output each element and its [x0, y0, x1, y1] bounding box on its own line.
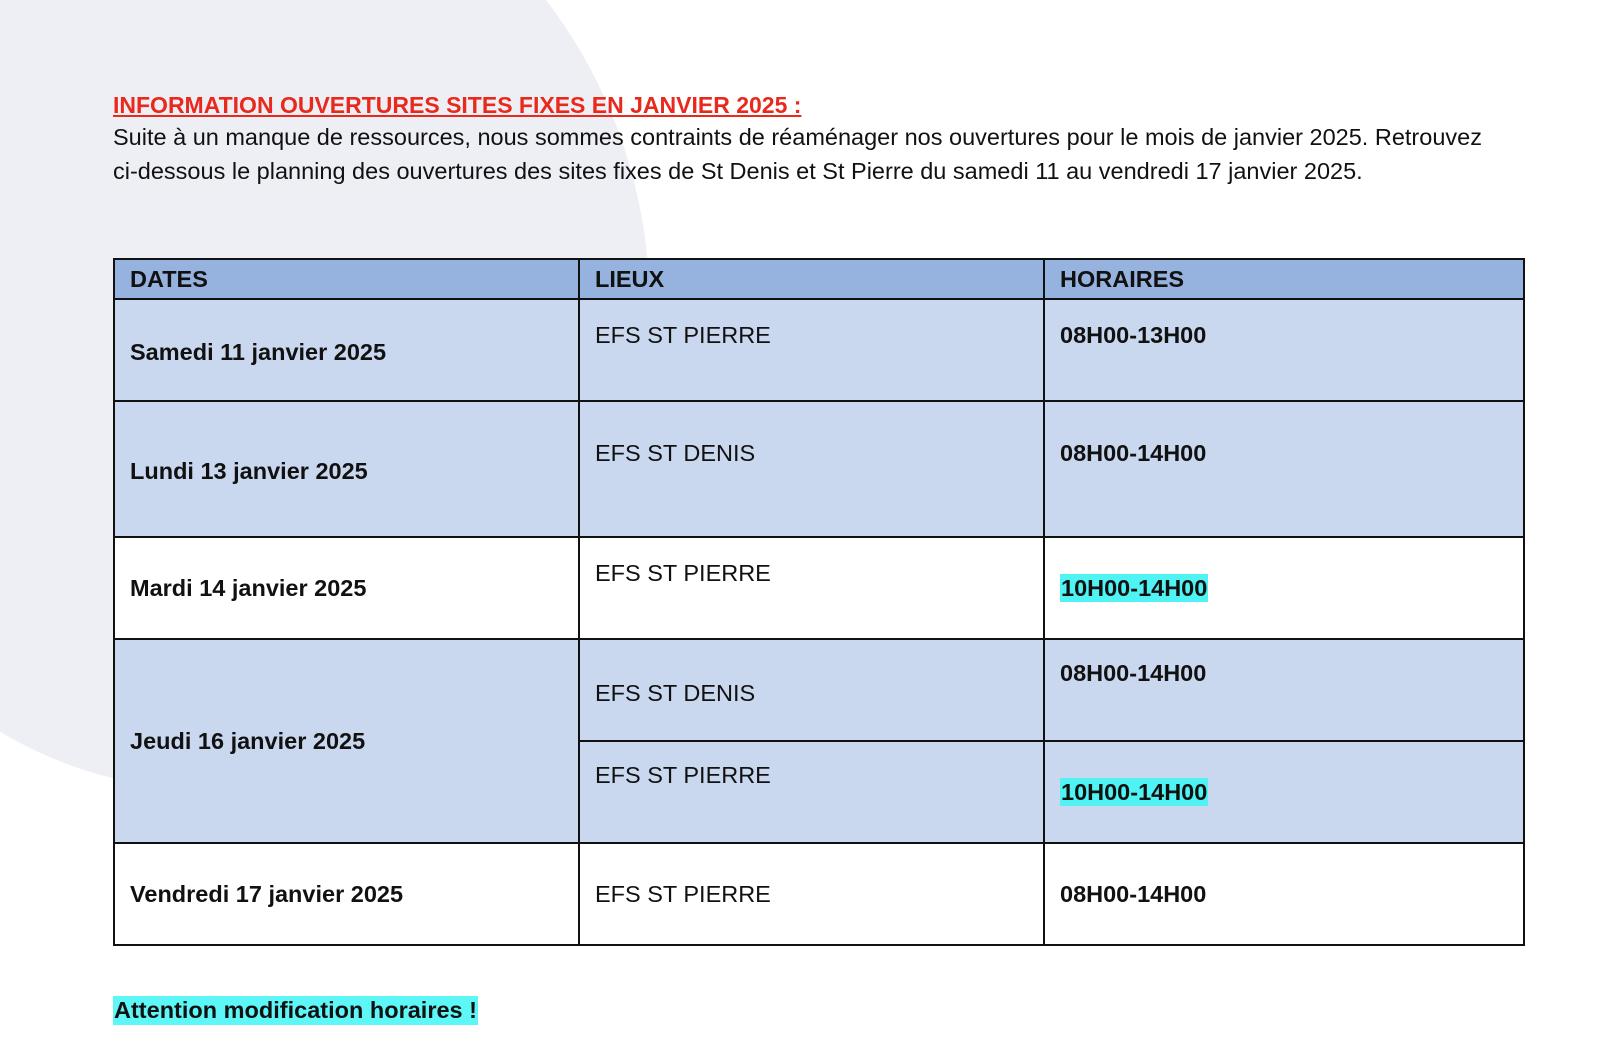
date-cell: [114, 537, 579, 639]
date-text: Vendredi 17 janvier 2025: [130, 880, 404, 907]
date-cell: [114, 401, 579, 537]
horaire-cell: 08H00-14H00: [1044, 843, 1524, 945]
horaire-cell: 08H00-14H00: [1044, 639, 1524, 741]
date-cell: [114, 639, 579, 843]
intro-paragraph: Suite à un manque de ressources, nous sommes contraints de réaménager nos ouvertures pour le mois de janvier 2025. Retrouvez ci-dessous le planning des ouvertures des sites fixes de St Denis et St Pierre du samedi 11 au vendredi 17 janvier 2025.: [113, 124, 1482, 184]
highlighted-horaire: 10H00-14H00: [1061, 778, 1208, 805]
horaire-cell: [1044, 741, 1524, 843]
lieu-cell: EFS ST PIERRE: [579, 741, 1044, 843]
notice-highlight: Attention modification horaires !: [114, 997, 477, 1023]
date-text: Lundi 13 janvier 2025: [130, 457, 368, 484]
date-text: Mardi 14 janvier 2025: [130, 574, 367, 601]
lieu-cell: EFS ST PIERRE: [579, 843, 1044, 945]
schedule-table: [113, 258, 1525, 946]
table-row: [114, 299, 1524, 401]
highlighted-horaire: 10H00-14H00: [1061, 574, 1208, 601]
header-dates: DATES: [114, 259, 579, 299]
table-row: [114, 401, 1524, 537]
table-row: [114, 537, 1524, 639]
date-text: Jeudi 16 janvier 2025: [130, 727, 366, 754]
horaire-cell: 08H00-14H00: [1044, 401, 1524, 537]
table-row: [114, 843, 1524, 945]
date-text: Samedi 11 janvier 2025: [130, 338, 387, 365]
horaire-cell: [1044, 537, 1524, 639]
page-heading: INFORMATION OUVERTURES SITES FIXES EN JANVIER 2025 :: [113, 92, 802, 118]
header-horaires: HORAIRES: [1044, 259, 1524, 299]
lieu-cell: EFS ST PIERRE: [579, 537, 1044, 639]
table-header-row: [114, 259, 1524, 299]
date-cell: [114, 843, 579, 945]
header-lieux: LIEUX: [579, 259, 1044, 299]
lieu-cell: EFS ST DENIS: [579, 639, 1044, 741]
lieu-cell: EFS ST PIERRE: [579, 299, 1044, 401]
table-row: [114, 639, 1524, 741]
date-cell: [114, 299, 579, 401]
intro-section: [113, 90, 1533, 188]
lieu-cell: EFS ST DENIS: [579, 401, 1044, 537]
horaire-cell: 08H00-13H00: [1044, 299, 1524, 401]
